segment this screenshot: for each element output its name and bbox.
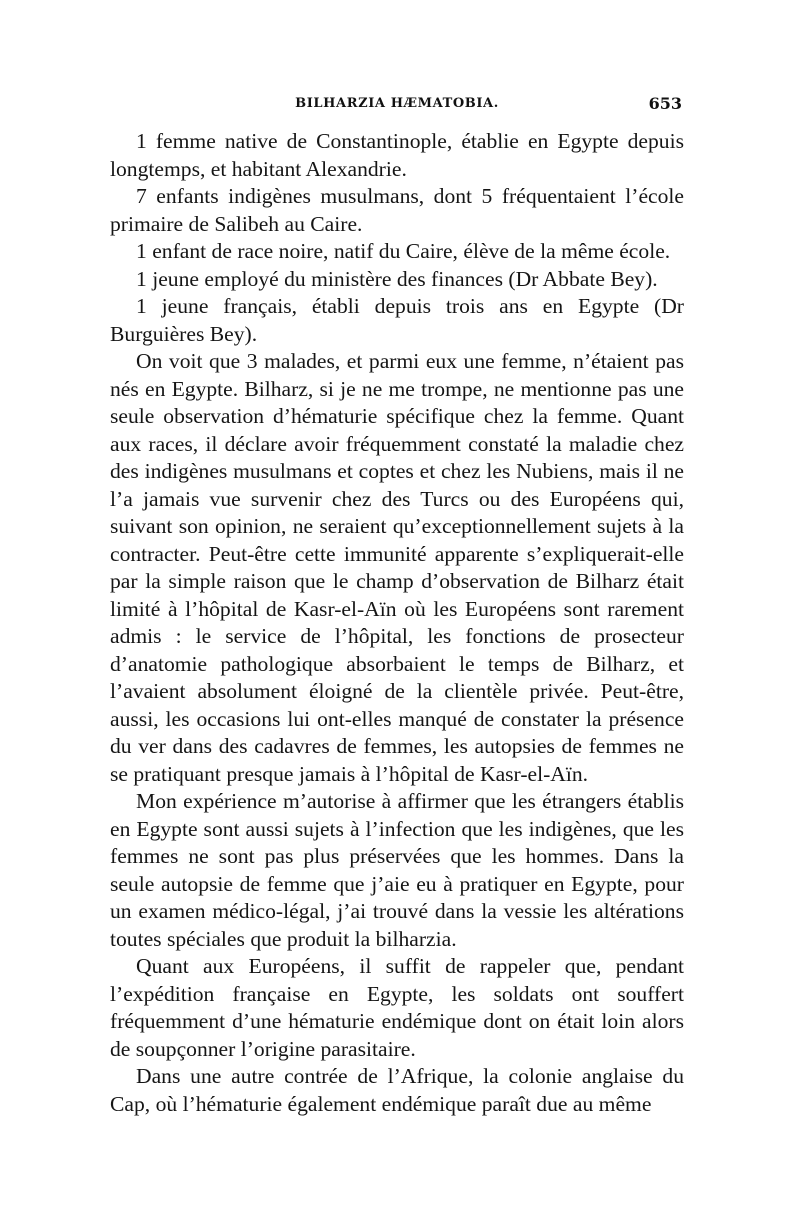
running-head: [112, 96, 682, 122]
body-text: [110, 128, 684, 1118]
running-title: BILHARZIA HÆMATOBIA.: [295, 96, 499, 111]
paragraph: 1 jeune français, établi depuis trois ans en Egypte (Dr Burguières Bey).: [110, 294, 684, 346]
paragraph: 1 femme native de Constantinople, établie en Egypte depuis longtemps, et habitant Alexandrie.: [110, 129, 684, 181]
paragraph: On voit que 3 malades, et parmi eux une femme, n’étaient pas nés en Egypte. Bilharz, si je ne me trompe, ne mentionne pas une seule observation d’hématurie spécifique chez la femme. Quant aux races, il déclare avoir fréquemment constaté la maladie chez des indigènes musulmans et coptes et chez les Nubiens, mais il ne l’a jamais vue survenir chez des Turcs ou des Européens qui, suivant son opinion, ne seraient qu’exceptionnellement sujets à la contracter. Peut-être cette immunité apparente s’expliquerait-elle par la simple raison que le champ d’observation de Bilharz était limité à l’hôpital de Kasr-el-Aïn où les Européens sont rarement admis : le service de l’hôpital, les fonctions de prosecteur d’anatomie pathologique absorbaient le temps de Bilharz, et l’avaient absolument éloigné de la clientèle privée. Peut-être, aussi, les occasions lui ont-elles manqué de constater la présence du ver dans des cadavres de femmes, les autopsies de femmes ne se pratiquant presque jamais à l’hôpital de Kasr-el-Aïn.: [110, 349, 684, 786]
page-number: 653: [648, 94, 682, 113]
paragraph: 7 enfants indigènes musulmans, dont 5 fréquentaient l’école primaire de Salibeh au Caire.: [110, 184, 684, 236]
paragraph: Quant aux Européens, il suffit de rappeler que, pendant l’expédition française en Egypte, les soldats ont souffert fréquemment d’une hématurie endémique dont on était loin alors de soupçonner l’origine parasitaire.: [110, 954, 684, 1061]
paragraph: Mon expérience m’autorise à affirmer que les étrangers établis en Egypte sont aussi sujets à l’infection que les indigènes, que les femmes ne sont pas plus préservées que les hommes. Dans la seule autopsie de femme que j’aie eu à pratiquer en Egypte, pour un examen médico-légal, j’ai trouvé dans la vessie les altérations toutes spéciales que produit la bilharzia.: [110, 789, 684, 951]
paragraph: 1 jeune employé du ministère des finances (Dr Abbate Bey).: [136, 266, 658, 291]
paragraph: 1 enfant de race noire, natif du Caire, élève de la même école.: [136, 239, 671, 263]
paragraph: Dans une autre contrée de l’Afrique, la colonie anglaise du Cap, où l’hématurie également endémique paraît due au même: [110, 1064, 684, 1116]
